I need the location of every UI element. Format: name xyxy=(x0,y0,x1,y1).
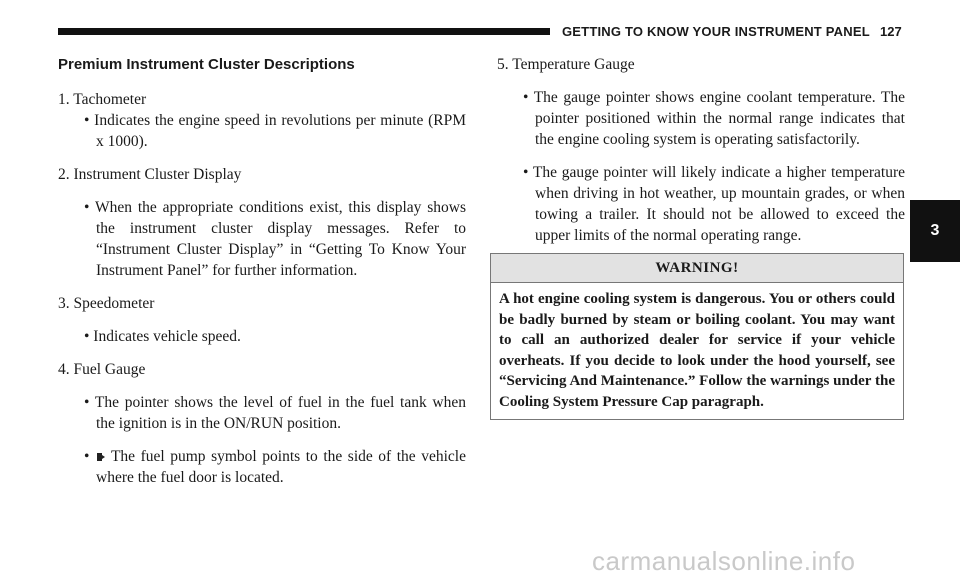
bullet-text: • When the appropriate conditions exist, this display shows the instrument cluster display messages. Refer to “Instrument Cluster Display” in “Getting To Know Your Instrument Panel” for further information. xyxy=(84,199,466,279)
bullet-text: • The gauge pointer shows engine coolant temperature. The pointer positioned within the normal range indicates that the engine cooling system is operating satisfactorily. xyxy=(523,89,905,148)
header-bar xyxy=(58,28,550,35)
item-label: 3. Speedometer xyxy=(58,295,155,312)
list-item-speedometer xyxy=(58,293,466,347)
watermark: carmanualsonline.info xyxy=(592,546,856,576)
item-label: 4. Fuel Gauge xyxy=(58,361,146,378)
bullet-with-icon: • The fuel pump symbol points to the side of the vehicle where the fuel door is located. xyxy=(84,448,466,486)
warning-title: WARNING! xyxy=(491,254,903,283)
section-title: Premium Instrument Cluster Descriptions xyxy=(58,56,355,73)
left-column xyxy=(58,54,466,488)
running-header-title: GETTING TO KNOW YOUR INSTRUMENT PANEL xyxy=(562,24,870,39)
page-number: 127 xyxy=(880,24,902,39)
bullet-text: • The gauge pointer will likely indicate a higher temperature when driving in hot weather, up mountain grades, or when towing a trailer. It should not be allowed to exceed the upper limits of the normal operating range. xyxy=(523,164,905,244)
bullet-text: • Indicates the engine speed in revolutions per minute (RPM x 1000). xyxy=(84,112,466,150)
list-item-fuel-gauge xyxy=(58,359,466,488)
bullet-text: The fuel pump symbol points to the side of the vehicle where the fuel door is located. xyxy=(96,448,466,486)
item-label: 2. Instrument Cluster Display xyxy=(58,166,242,183)
list-item-tachometer xyxy=(58,89,466,152)
warning-body: A hot engine cooling system is dangerous. You or others could be badly burned by steam or boiling coolant. You may want to call an authorized dealer for service if your vehicle overheats. If you decide to look under the hood yourself, see “Servicing And Maintenance.” Follow the warnings under the Cooling System Pressure Cap paragraph. xyxy=(499,291,895,410)
fuel-pump-icon xyxy=(97,452,105,462)
right-column xyxy=(497,54,905,246)
item-label: 5. Temperature Gauge xyxy=(497,56,635,73)
list-item-instrument-cluster-display xyxy=(58,164,466,281)
bullet-text: • The pointer shows the level of fuel in the fuel tank when the ignition is in the ON/RUN position. xyxy=(84,394,466,432)
bullet-text: • Indicates vehicle speed. xyxy=(84,328,241,345)
item-label: 1. Tachometer xyxy=(58,91,147,108)
warning-box xyxy=(490,253,904,420)
chapter-tab: 3 xyxy=(910,200,960,262)
